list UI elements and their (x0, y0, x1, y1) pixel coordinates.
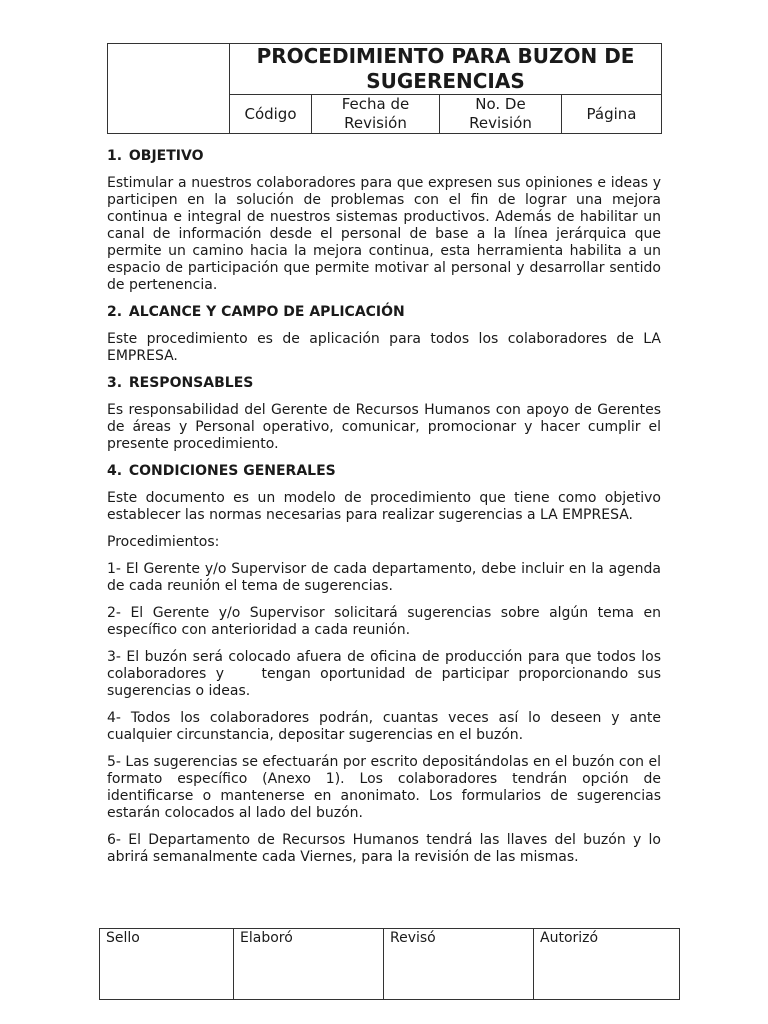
autorizo-cell (534, 929, 680, 1000)
section-title: ALCANCE Y CAMPO DE APLICACIÓN (128, 304, 405, 320)
fecha-label-line2: Revisión (344, 114, 407, 132)
document-body (107, 148, 666, 876)
section-number: 2. (107, 304, 123, 320)
section-heading (107, 304, 661, 321)
header-table (107, 43, 662, 134)
sello-cell (100, 929, 234, 1000)
paragraph: 4- Todos los colaboradores podrán, cuantas veces así lo deseen y ante cualquier circunstancia, depositar sugerencias en el buzón. (107, 710, 661, 743)
codigo-cell (230, 95, 312, 134)
fecha-revision-cell (312, 95, 440, 134)
revision-label-line1: No. De (475, 95, 526, 113)
section-number: 3. (107, 375, 123, 391)
paragraph: 3- El buzón será colocado afuera de oficina de producción para que todos los colaboradores y tengan oportunidad de participar proporcionando sus sugerencias o ideas. (107, 649, 666, 699)
section-title: CONDICIONES GENERALES (128, 463, 336, 479)
paragraph: 1- El Gerente y/o Supervisor de cada departamento, debe incluir en la agenda de cada reunión el tema de sugerencias. (107, 561, 661, 594)
fecha-label-line1: Fecha de (341, 95, 410, 113)
section-title: RESPONSABLES (128, 375, 254, 391)
document-title: PROCEDIMIENTO PARA BUZON DE SUGERENCIAS (230, 44, 662, 95)
reviso-cell (384, 929, 534, 1000)
paragraph: Este procedimiento es de aplicación para todos los colaboradores de LA EMPRESA. (107, 331, 661, 364)
paragraph: 2- El Gerente y/o Supervisor solicitará sugerencias sobre algún tema en específico con anterioridad a cada reunión. (107, 605, 661, 638)
paragraph: Procedimientos: (107, 534, 220, 550)
section-number: 4. (107, 463, 123, 479)
section-heading (107, 375, 661, 392)
section-number: 1. (107, 148, 123, 164)
no-revision-cell (440, 95, 562, 134)
signature-table (99, 928, 680, 1000)
elaboro-cell (234, 929, 384, 1000)
paragraph: Estimular a nuestros colaboradores para que expresen sus opiniones e ideas y participen en la solución de problemas con el fin de lograr una mejora continua e integral de nuestros sistemas productivos. Además de habilitar un canal de información desde el personal de base a la línea jerárquica que permite un camino hacia la mejora continua, esta herramienta habilita a un espacio de participación que permite motivar al personal y desarrollar sentido de pertenencia. (107, 175, 661, 293)
revision-label-line2: Revisión (469, 114, 532, 132)
sello-label: Sello (106, 930, 140, 946)
logo-cell (108, 44, 230, 134)
section-title: OBJETIVO (128, 148, 204, 164)
paragraph: Este documento es un modelo de procedimiento que tiene como objetivo establecer las normas necesarias para realizar sugerencias a LA EMPRESA. (107, 490, 661, 523)
elaboro-label: Elaboró (240, 930, 293, 946)
paragraph: Es responsabilidad del Gerente de Recursos Humanos con apoyo de Gerentes de áreas y Personal operativo, comunicar, promocionar y hacer cumplir el presente procedimiento. (107, 402, 661, 452)
pagina-label: Página (586, 104, 637, 123)
section-heading (107, 463, 661, 480)
section-heading (107, 148, 661, 165)
autorizo-label: Autorizó (540, 930, 599, 946)
paragraph: 6- El Departamento de Recursos Humanos tendrá las llaves del buzón y lo abrirá semanalmente cada Viernes, para la revisión de las mismas. (107, 832, 661, 865)
paragraph: 5- Las sugerencias se efectuarán por escrito depositándolas en el buzón con el formato específico (Anexo 1). Los colaboradores tendrán opción de identificarse o mantenerse en anonimato. Los formularios de sugerencias estarán colocados al lado del buzón. (107, 754, 661, 821)
codigo-label: Código (244, 104, 297, 123)
reviso-label: Revisó (390, 930, 436, 946)
pagina-cell (562, 95, 662, 134)
